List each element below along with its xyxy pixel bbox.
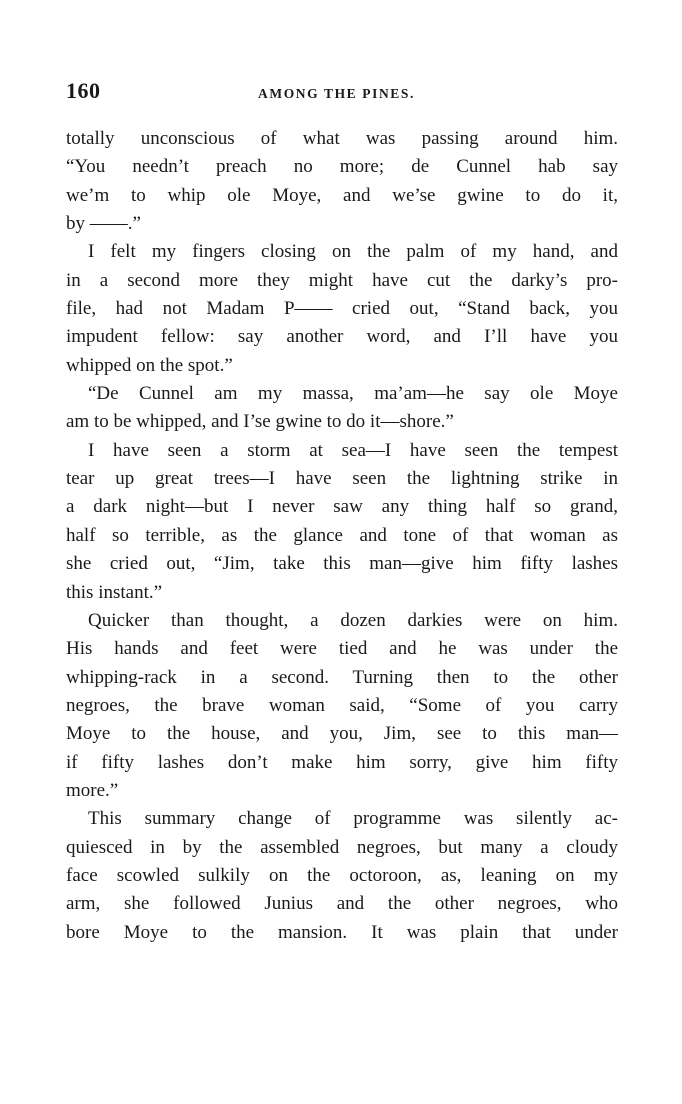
text-line: negroes, the brave woman said, “Some of you carry — [66, 694, 618, 716]
text-line: face scowled sulkily on the octoroon, as, leaning on my — [66, 864, 618, 886]
text-line: whipped on the spot.” — [66, 354, 233, 376]
text-line: totally unconscious of what was passing around him. — [66, 128, 618, 149]
text-line: bore Moye to the mansion. It was plain that under — [66, 921, 618, 943]
text-line: we’m to whip ole Moye, and we’se gwine to do it, — [66, 184, 618, 206]
text-line: This summary change of programme was silently ac- — [88, 808, 618, 830]
text-line: “You needn’t preach no more; de Cunnel hab say — [66, 156, 618, 178]
text-line: she cried out, “Jim, take this man—give him fifty lashes — [66, 553, 618, 575]
text-line: arm, she followed Junius and the other negroes, who — [66, 893, 618, 915]
body-text — [66, 125, 618, 947]
text-line: file, had not Madam P—— cried out, “Stand back, you — [66, 298, 618, 320]
page-header — [66, 78, 618, 108]
text-line: this instant.” — [66, 581, 163, 603]
text-line: Quicker than thought, a dozen darkies were on him. — [88, 609, 618, 631]
running-head: AMONG THE PINES. — [258, 86, 415, 101]
text-line: a dark night—but I never saw any thing half so grand, — [66, 496, 618, 518]
text-line: tear up great trees—I have seen the lightning strike in — [66, 468, 618, 490]
text-line: Moye to the house, and you, Jim, see to this man— — [66, 723, 618, 745]
text-line: impudent fellow: say another word, and I’ll have you — [66, 326, 618, 348]
text-line: “De Cunnel am my massa, ma’am—he say ole Moye — [88, 383, 618, 405]
text-line: I have seen a storm at sea—I have seen the tempest — [88, 439, 618, 461]
text-line: half so terrible, as the glance and tone of that woman as — [66, 524, 618, 546]
page-number: 160 — [66, 78, 101, 103]
text-line: whipping-rack in a second. Turning then to the other — [66, 666, 618, 688]
text-line: am to be whipped, and I’se gwine to do it—shore.” — [66, 411, 454, 433]
text-line: His hands and feet were tied and he was under the — [66, 638, 618, 660]
text-line: more.” — [66, 779, 119, 801]
text-line: in a second more they might have cut the darky’s pro- — [66, 269, 618, 291]
text-line: by ——.” — [66, 213, 141, 235]
text-line: if fifty lashes don’t make him sorry, give him fifty — [66, 751, 618, 773]
text-line: quiesced in by the assembled negroes, but many a cloudy — [66, 836, 618, 858]
text-line: I felt my fingers closing on the palm of my hand, and — [88, 241, 618, 263]
